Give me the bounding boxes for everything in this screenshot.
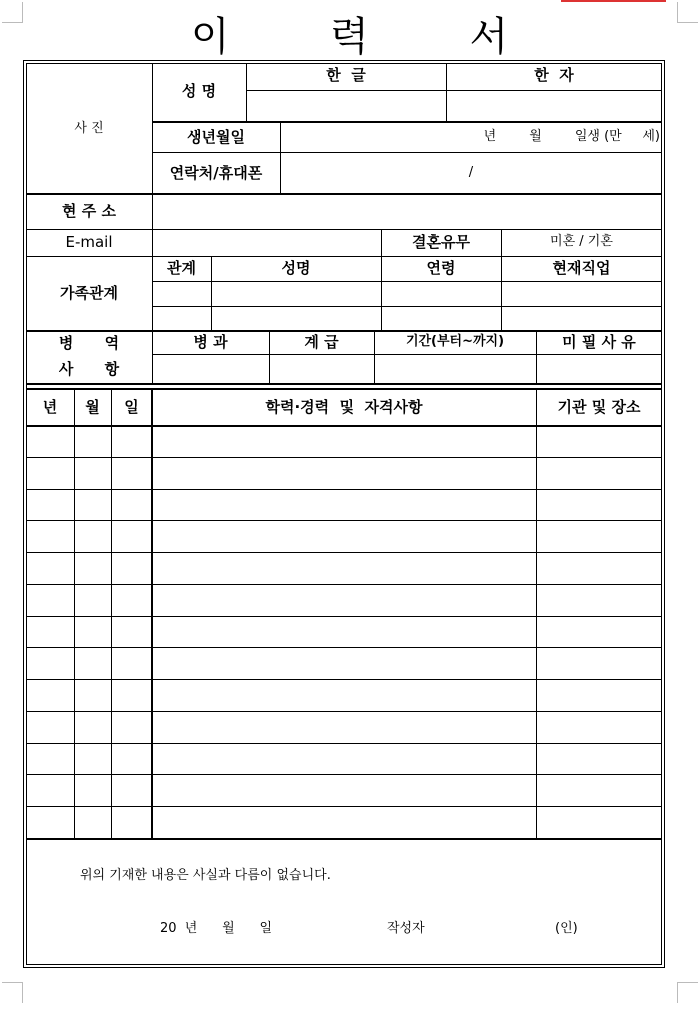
contact-label: 연락처/휴대폰 — [169, 164, 263, 182]
grid-line — [26, 552, 662, 553]
email-label: E-mail — [65, 233, 113, 251]
grid-line — [152, 152, 662, 153]
name-hangul-field[interactable] — [247, 91, 445, 120]
grid-line — [26, 256, 662, 257]
history-row[interactable] — [27, 745, 661, 775]
history-row[interactable] — [27, 522, 661, 552]
grid-line — [26, 330, 662, 332]
email-field[interactable] — [153, 230, 380, 255]
history-header-month: 월 — [85, 398, 100, 416]
military-label: 병 역 — [58, 334, 120, 352]
address-label: 현 주 소 — [62, 202, 116, 220]
marital-label: 결혼유무 — [412, 233, 470, 251]
history-header-place: 기관 및 장소 — [557, 398, 641, 416]
grid-line — [26, 584, 662, 585]
name-label: 성 명 — [181, 82, 217, 100]
grid-line — [26, 489, 662, 490]
window-accent-bar — [561, 0, 666, 2]
history-row[interactable] — [27, 681, 661, 711]
military-header-period: 기간(부터~까지) — [405, 334, 505, 349]
marital-field[interactable]: 미혼 / 기혼 — [550, 234, 613, 249]
grid-line — [26, 457, 662, 458]
history-row[interactable] — [27, 427, 661, 457]
history-row[interactable] — [27, 713, 661, 743]
history-row[interactable] — [27, 491, 661, 521]
page-title: 이 력 서 — [190, 14, 553, 60]
grid-line — [26, 388, 662, 390]
military-header-rank: 계 급 — [304, 333, 339, 351]
military-header-reason: 미 필 사 유 — [562, 333, 636, 351]
grid-line — [280, 121, 281, 193]
grid-line — [26, 711, 662, 712]
name-hanja-label: 한 자 — [534, 66, 574, 84]
address-field[interactable] — [153, 194, 661, 228]
grid-line — [152, 281, 662, 282]
grid-line — [26, 383, 662, 385]
name-hanja-field[interactable] — [447, 91, 661, 120]
grid-line — [26, 838, 662, 840]
contact-field[interactable]: / — [468, 165, 474, 180]
history-header-description: 학력·경력 및 자격사항 — [265, 398, 423, 416]
grid-line — [152, 306, 662, 307]
grid-line — [26, 616, 662, 617]
military-label-2: 사 항 — [58, 360, 120, 378]
footer-seal[interactable]: (인) — [555, 921, 578, 936]
page-corner-mark — [2, 982, 23, 1003]
footer-statement: 위의 기재한 내용은 사실과 다름이 없습니다. — [80, 868, 331, 883]
history-row[interactable] — [27, 808, 661, 838]
military-header-branch: 병 과 — [193, 333, 228, 351]
photo-area[interactable] — [26, 63, 152, 193]
birth-field[interactable]: 년 월 일생 (만 세) — [483, 129, 660, 144]
grid-line — [26, 679, 662, 680]
family-header-age: 연령 — [426, 259, 456, 277]
page-corner-mark — [677, 982, 698, 1003]
history-header-year: 년 — [42, 398, 58, 416]
history-header-day: 일 — [124, 398, 139, 416]
history-row[interactable] — [27, 776, 661, 806]
grid-line — [26, 806, 662, 807]
name-hangul-label: 한 글 — [326, 66, 366, 84]
history-row[interactable] — [27, 649, 661, 679]
family-header-name: 성명 — [281, 259, 311, 277]
footer-date[interactable]: 20 년 월 일 — [160, 921, 273, 936]
family-header-job: 현재직업 — [552, 259, 611, 277]
grid-line — [152, 354, 662, 355]
history-row[interactable] — [27, 586, 661, 616]
family-label: 가족관계 — [60, 284, 118, 302]
footer-writer-label: 작성자 — [387, 921, 425, 936]
grid-line — [26, 743, 662, 744]
family-header-relation: 관계 — [167, 259, 196, 277]
history-row[interactable] — [27, 618, 661, 648]
history-row[interactable] — [27, 459, 661, 489]
photo-label: 사 진 — [74, 121, 104, 136]
grid-line — [152, 121, 662, 123]
history-row[interactable] — [27, 554, 661, 584]
birth-label: 생년월일 — [187, 128, 245, 146]
